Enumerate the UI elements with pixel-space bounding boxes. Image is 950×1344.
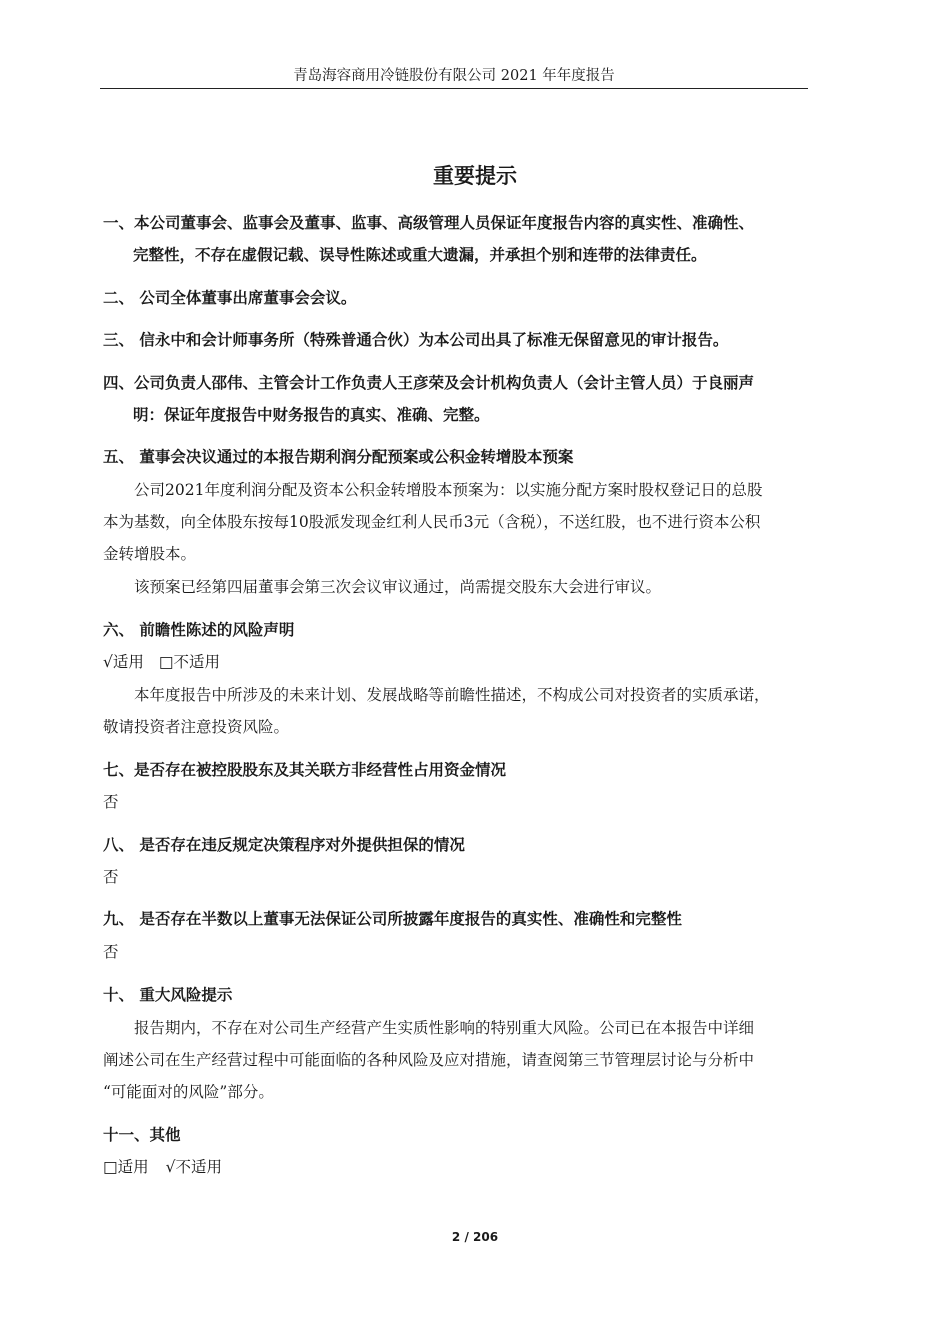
option-not-applicable-checked: √不适用 <box>165 1158 222 1176</box>
option-not-applicable-unchecked: □不适用 <box>158 653 220 671</box>
section-5-heading: 五、 董事会决议通过的本报告期利润分配预案或公积金转增股本预案 <box>103 448 574 466</box>
section-5-para-line-2: 本为基数，向全体股东按每10股派发现金红利人民币3元（含税），不送红股，也不进行资本公积 <box>103 513 761 531</box>
section-5-para-2: 该预案已经第四届董事会第三次会议审议通过，尚需提交股东大会进行审议。 <box>134 578 662 596</box>
section-1-line-2: 完整性，不存在虚假记载、误导性陈述或重大遗漏，并承担个别和连带的法律责任。 <box>133 246 707 264</box>
section-10-para-line-2: 阐述公司在生产经营过程中可能面临的各种风险及应对措施，请查阅第三节管理层讨论与分析中 <box>103 1051 755 1069</box>
section-8-answer: 否 <box>103 868 119 886</box>
section-8-heading: 八、 是否存在违反规定决策程序对外提供担保的情况 <box>103 836 465 854</box>
header-rule <box>100 88 808 89</box>
section-7-heading: 七、是否存在被控股股东及其关联方非经营性占用资金情况 <box>103 761 507 779</box>
section-1-line-1: 一、本公司董事会、监事会及董事、监事、高级管理人员保证年度报告内容的真实性、准确性、 <box>103 214 755 232</box>
section-2-heading: 二、 公司全体董事出席董事会会议。 <box>103 289 357 307</box>
running-header: 青岛海容商用冷链股份有限公司 2021 年年度报告 <box>293 68 615 84</box>
section-9-answer: 否 <box>103 943 119 961</box>
section-10-para-line-1: 报告期内，不存在对公司生产经营产生实质性影响的特别重大风险。公司已在本报告中详细 <box>134 1019 755 1037</box>
section-11-heading: 十一、其他 <box>103 1126 181 1144</box>
section-10-heading: 十、 重大风险提示 <box>103 986 233 1004</box>
section-6-para-line-2: 敬请投资者注意投资风险。 <box>103 718 290 736</box>
option-applicable-unchecked: □适用 <box>103 1158 149 1176</box>
section-6-options <box>103 650 220 672</box>
section-7-answer: 否 <box>103 793 119 811</box>
section-5-para-line-3: 金转增股本。 <box>103 545 197 563</box>
section-5-para-line-1: 公司2021年度利润分配及资本公积金转增股本预案为：以实施分配方案时股权登记日的总股 <box>134 481 763 499</box>
section-3-heading: 三、 信永中和会计师事务所（特殊普通合伙）为本公司出具了标准无保留意见的审计报告。 <box>103 331 729 349</box>
page-number: 2 / 206 <box>451 1230 499 1244</box>
page-title: 重要提示 <box>433 164 517 188</box>
section-6-para-line-1: 本年度报告中所涉及的未来计划、发展战略等前瞻性描述，不构成公司对投资者的实质承诺， <box>134 686 770 704</box>
section-4-line-2: 明：保证年度报告中财务报告的真实、准确、完整。 <box>133 406 490 424</box>
section-9-heading: 九、 是否存在半数以上董事无法保证公司所披露年度报告的真实性、准确性和完整性 <box>103 910 682 928</box>
section-10-para-line-3: “可能面对的风险”部分。 <box>103 1083 274 1101</box>
section-4-line-1: 四、公司负责人邵伟、主管会计工作负责人王彦荣及会计机构负责人（会计主管人员）于良丽声 <box>103 374 755 392</box>
section-6-heading: 六、 前瞻性陈述的风险声明 <box>103 621 295 639</box>
section-11-options <box>103 1155 222 1177</box>
option-applicable-checked: √适用 <box>103 653 144 671</box>
